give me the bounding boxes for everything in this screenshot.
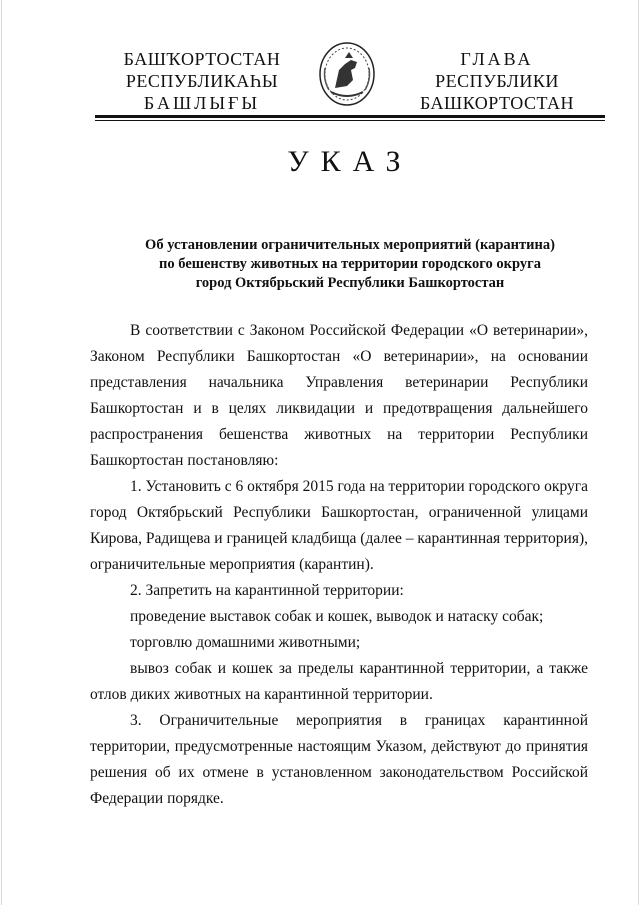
header-bashkir-line-1: БАШҠОРТОСТАН [123,49,281,69]
decree-subject [95,236,605,293]
decree-body [90,318,588,812]
item-3-paragraph: 3. Ограничительные мероприятия в границах карантинной территории, предусмотренные настоящим Указом, действуют до принятия решения об их отмене в установленном законодательством Российской Федерации порядке. [90,712,588,807]
scan-edge-right [638,0,639,905]
item-2-paragraph: 2. Запретить на карантинной территории: [130,582,404,599]
item-2c-paragraph: вывоз собак и кошек за пределы карантинной территории, а также отлов диких животных на карантинной территории. [90,660,588,703]
decree-subject-line-3: город Октябрьский Республики Башкортостан [195,275,505,291]
item-1-paragraph: 1. Установить с 6 октября 2015 года на территории городского округа город Октябрьский Республики Башкортостан, ограниченной улицами Кирова, Радищева и границей кладбища (далее – карантинная территория), ограничительные мероприятия (карантин). [90,478,588,573]
scan-edge-left [1,0,2,905]
header-bashkir [112,48,292,114]
decree-subject-line-2: по бешенству животных на территории городского округа [159,256,541,272]
header-divider-thick [95,115,605,118]
coat-of-arms-emblem-icon [317,40,377,110]
header-bashkir-line-2: РЕСПУБЛИКАҺЫ [125,71,279,91]
header-russian [412,48,582,114]
header-russian-line-2: РЕСПУБЛИКИ [435,71,559,91]
header-bashkir-line-3: БАШЛЫҒЫ [143,93,261,113]
header-russian-line-3: БАШКОРТОСТАН [419,93,575,113]
item-2a-paragraph: проведение выставок собак и кошек, выводок и натаску собак; [130,608,544,625]
preamble-paragraph: В соответствии с Законом Российской Федерации «О ветеринарии», Законом Республики Башкортостан «О ветеринарии», на основании представления начальника Управления ветеринарии Республики Башкортостан и в целях ликвидации и предотвращения дальнейшего распространения бешенства животных на территории Республики Башкортостан постановляю: [90,322,588,469]
decree-subject-line-1: Об установлении ограничительных мероприятий (карантина) [145,237,555,253]
header-russian-line-1: ГЛАВА [460,49,534,69]
document-title: УКАЗ [287,145,413,178]
header-divider-thin [95,120,605,121]
item-2b-paragraph: торговлю домашними животными; [130,634,361,651]
